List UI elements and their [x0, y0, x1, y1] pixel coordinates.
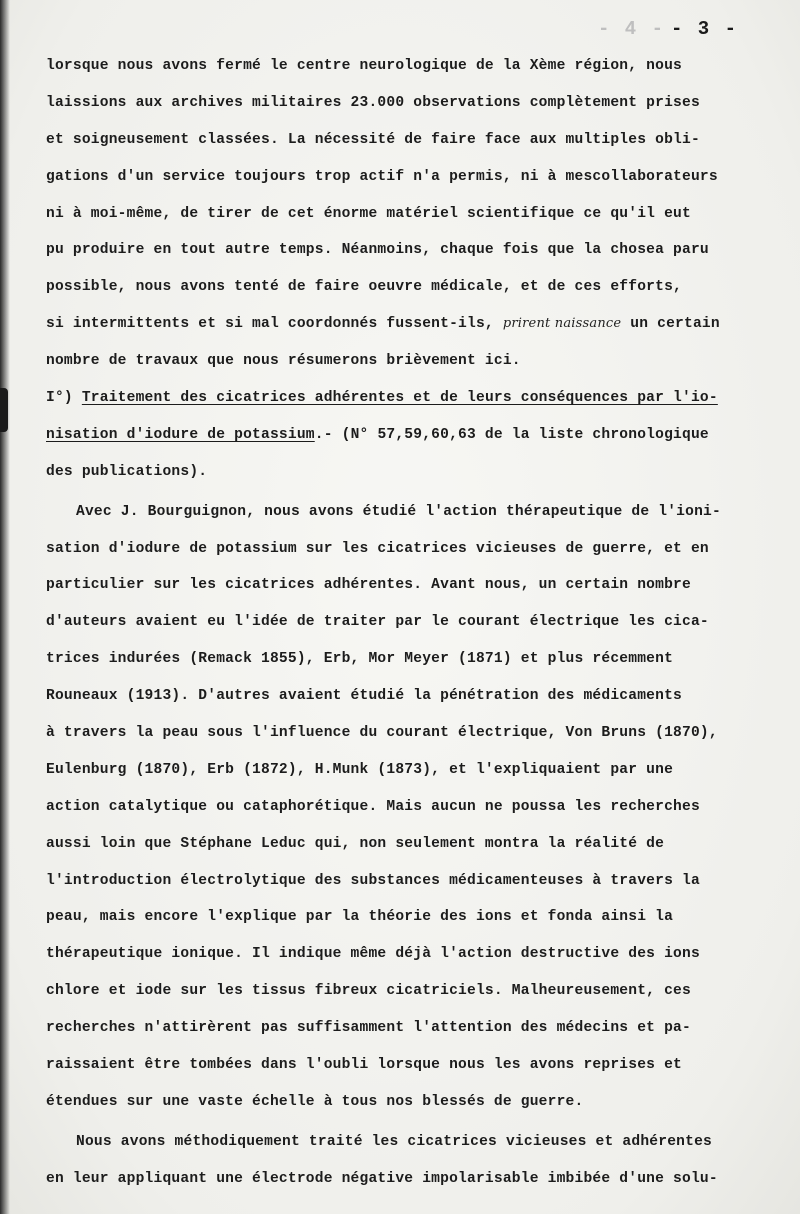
page-number: - 4 - - 3 - — [597, 18, 738, 40]
line-text: gations d'un service toujours trop actif n'a permis, ni à mescollaborateurs — [46, 168, 718, 185]
text-line — [46, 641, 762, 678]
text-line — [46, 454, 762, 491]
text-line — [46, 1047, 762, 1084]
line-text: pu produire en tout autre temps. Néanmoins, chaque fois que la chosea paru — [46, 242, 709, 259]
text-line — [46, 789, 762, 826]
text-line — [46, 567, 762, 604]
line-text: I°) — [46, 390, 82, 407]
line-text: sation d'iodure de potassium sur les cicatrices vicieuses de guerre, et en — [46, 540, 709, 557]
text-line — [46, 863, 762, 900]
text-line — [46, 494, 762, 531]
line-text: nombre de travaux que nous résumerons brièvement ici. — [46, 353, 521, 370]
line-text: thérapeutique ionique. Il indique même déjà l'action destructive des ions — [46, 946, 700, 963]
text-line — [46, 122, 762, 159]
line-text: possible, nous avons tenté de faire oeuvre médicale, et de ces efforts, — [46, 279, 682, 296]
text-line — [46, 715, 762, 752]
line-text: si intermittents et si mal coordonnés fussent-ils, — [46, 316, 503, 333]
text-line — [46, 826, 762, 863]
line-text: à travers la peau sous l'influence du courant électrique, Von Bruns (1870), — [46, 725, 718, 742]
line-text: laissions aux archives militaires 23.000 observations complètement prises — [46, 94, 700, 111]
text-line — [46, 531, 762, 568]
text-line — [46, 48, 762, 85]
text-line — [46, 1010, 762, 1047]
text-line — [46, 306, 762, 343]
text-line — [46, 899, 762, 936]
line-text: l'introduction électrolytique des substances médicamenteuses à travers la — [46, 872, 700, 889]
margin-bracket-mark — [0, 388, 8, 432]
text-line — [46, 417, 762, 454]
text-line — [46, 1124, 762, 1161]
underlined-heading: Traitement des cicatrices adhérentes et de leurs conséquences par l'io- — [81, 390, 718, 407]
text-line — [46, 604, 762, 641]
line-text: .- (N° 57,59,60,63 de la liste chronologique — [314, 426, 709, 443]
line-text: un certain — [621, 316, 720, 333]
line-text: aussi loin que Stéphane Leduc qui, non seulement montra la réalité de — [46, 835, 665, 852]
text-line — [46, 196, 762, 233]
text-line — [46, 380, 762, 417]
line-text: Avec J. Bourguignon, nous avons étudié l'action thérapeutique de l'ioni- — [76, 503, 721, 520]
underlined-heading: nisation d'iodure de potassium — [46, 426, 315, 443]
line-text: Eulenburg (1870), Erb (1872), H.Munk (1873), et l'expliquaient par une — [46, 761, 674, 778]
line-text: Rouneaux (1913). D'autres avaient étudié la pénétration des médicaments — [46, 688, 682, 705]
document-body — [46, 48, 762, 1198]
text-line — [46, 269, 762, 306]
handwritten-insertion: prirent naissance — [502, 316, 622, 332]
text-line — [46, 85, 762, 122]
line-text: recherches n'attirèrent pas suffisamment l'attention des médecins et pa- — [46, 1020, 691, 1037]
text-line — [46, 232, 762, 269]
line-text: lorsque nous avons fermé le centre neurologique de la Xème région, nous — [46, 58, 682, 74]
text-line — [46, 678, 762, 715]
faint-page-number: - 4 - — [597, 18, 665, 40]
line-text: et soigneusement classées. La nécessité de faire face aux multiples obli- — [46, 131, 700, 148]
text-line — [46, 159, 762, 196]
line-text: peau, mais encore l'explique par la théorie des ions et fonda ainsi la — [46, 909, 674, 926]
line-text: raissaient être tombées dans l'oubli lorsque nous les avons reprises et — [46, 1057, 682, 1074]
line-text: en leur appliquant une électrode négative impolarisable imbibée d'une solu- — [46, 1170, 718, 1187]
line-text: d'auteurs avaient eu l'idée de traiter par le courant électrique les cica- — [46, 614, 709, 631]
text-line — [46, 343, 762, 380]
text-line — [46, 1161, 762, 1198]
text-line — [46, 1084, 762, 1121]
line-text: action catalytique ou cataphorétique. Mais aucun ne poussa les recherches — [46, 798, 700, 815]
text-line — [46, 936, 762, 973]
line-text: trices indurées (Remack 1855), Erb, Mor Meyer (1871) et plus récemment — [46, 651, 674, 668]
text-line — [46, 973, 762, 1010]
line-text: étendues sur une vaste échelle à tous nos blessés de guerre. — [46, 1093, 584, 1110]
line-text: des publications). — [46, 463, 208, 480]
line-text: chlore et iode sur les tissus fibreux cicatriciels. Malheureusement, ces — [46, 983, 691, 1000]
line-text: Nous avons méthodiquement traité les cicatrices vicieuses et adhérentes — [76, 1133, 712, 1150]
line-text: particulier sur les cicatrices adhérentes. Avant nous, un certain nombre — [46, 577, 691, 594]
text-line — [46, 752, 762, 789]
line-text: ni à moi-même, de tirer de cet énorme matériel scientifique ce qu'il eut — [46, 205, 691, 222]
